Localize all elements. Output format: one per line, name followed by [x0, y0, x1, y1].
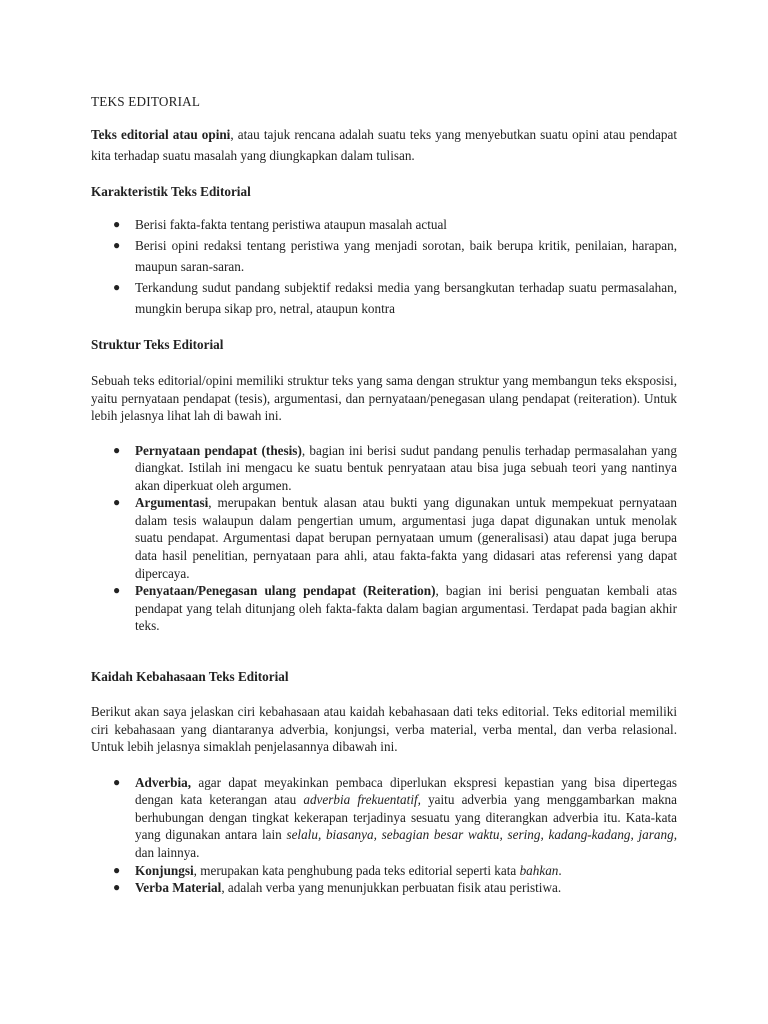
kaidah-list [91, 774, 677, 897]
karakteristik-list [91, 214, 677, 319]
list-item: ● Argumentasi, merupakan bentuk alasan atau bukti yang digunakan untuk mempekuat pernyataan dalam tesis walaupun dalam pengertian umum, argumentasi juga dapat digunakan untuk menolak suatu pendapat. Argumentasi dapat berupan pernyataan umum (generalisasi) atau dapat juga berupa data hasil penelitian, pernyataan para ahli, atau fakta-fakta yang didasari atas referensi yang dapat dipercaya. [113, 495, 677, 581]
section-heading-struktur: Struktur Teks Editorial [91, 337, 224, 352]
bullet-icon: ● [113, 217, 121, 231]
document-content [91, 92, 677, 897]
section-heading-kaidah: Kaidah Kebahasaan Teks Editorial [91, 669, 289, 685]
kaidah-paragraph: Berikut akan saya jelaskan ciri kebahasaan atau kaidah kebahasaan dati teks editorial. Teks editorial memiliki ciri kebahasaan yang diantaranya adverbia, konjungsi, verba material, verba mental, dan verba relasional. Untuk lebih jelasnya simaklah penjelasannya dibawah ini. [91, 704, 677, 755]
bullet-icon: ● [113, 495, 121, 510]
intro-paragraph [91, 124, 677, 166]
intro-text: , atau tajuk rencana adalah suatu teks yang menyebutkan suatu opini atau pendapat kita terhadap suatu masalah yang diungkapkan dalam tulisan. [91, 127, 677, 163]
section-heading-karakteristik: Karakteristik Teks Editorial [91, 184, 251, 199]
document-title: TEKS EDITORIAL [91, 94, 201, 109]
list-item: ● Konjungsi, merupakan kata penghubung pada teks editorial seperti kata bahkan. [113, 862, 562, 878]
list-item: ● Berisi fakta-fakta tentang peristiwa ataupun masalah actual [91, 214, 677, 235]
list-item: ● Berisi opini redaksi tentang peristiwa yang menjadi sorotan, baik berupa kritik, penilaian, harapan, maupun saran-saran. [91, 235, 677, 277]
list-item: ● Verba Material, adalah verba yang menunjukkan perbuatan fisik atau peristiwa. [113, 880, 562, 896]
bullet-icon: ● [113, 442, 121, 457]
list-item: ● Adverbia, agar dapat meyakinkan pembaca diperlukan ekspresi kepastian yang bisa dipertegas dengan kata keterangan atau adverbia frekuentatif, yaitu adverbia yang menggambarkan makna berhubungan dengan tingkat kekerapan terjadinya sesuatu yang diterangkan adverbia itu. Kata-kata yang digunakan antara lain selalu, biasanya, sebagian besar waktu, sering, kadang-kadang, jarang, dan lainnya. [113, 774, 677, 860]
bullet-icon: ● [113, 583, 121, 598]
bullet-icon: ● [113, 880, 121, 895]
bullet-icon: ● [113, 238, 121, 252]
struktur-list [91, 442, 677, 636]
bullet-icon: ● [113, 774, 121, 789]
list-item: ● Terkandung sudut pandang subjektif redaksi media yang bersangkutan terhadap suatu permasalahan, mungkin berupa sikap pro, netral, ataupun kontra [91, 277, 677, 319]
intro-bold: Teks editorial atau opini [91, 127, 231, 142]
bullet-icon: ● [113, 280, 121, 294]
bullet-icon: ● [113, 862, 121, 877]
list-item: ● Pernyataan pendapat (thesis), bagian ini berisi sudut pandang penulis terhadap permasalahan yang diangkat. Istilah ini mengacu ke suatu bentuk penryataan atau bisa juga sebuah teori yang nantinya akan diperkuat oleh argumen. [113, 442, 677, 493]
list-item: ● Penyataan/Penegasan ulang pendapat (Reiteration), bagian ini berisi penguatan kembali atas pendapat yang telah ditunjang oleh fakta-fakta dalam bagian argumentasi. Terdapat pada bagian akhir teks. [113, 583, 678, 634]
struktur-paragraph: Sebuah teks editorial/opini memiliki struktur teks yang sama dengan struktur yang membangun teks eksposisi, yaitu pernyataan pendapat (tesis), argumentasi, dan pernyataan/penegasan ulang pendapat (reiteration). Untuk lebih jelasnya lihat lah di bawah ini. [91, 373, 677, 423]
